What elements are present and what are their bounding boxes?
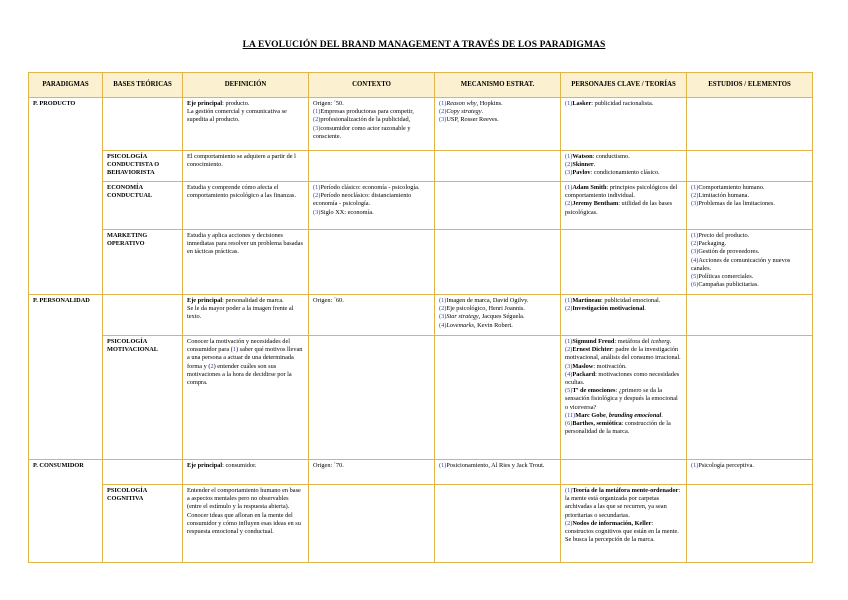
list-item: (1)Comportamiento humano.	[691, 184, 765, 191]
list-item: (5)Tª de emociones: ¿primero se da la sensación fisiológica y después la emocional o viceversa?	[565, 387, 678, 411]
studies-cell	[687, 98, 813, 151]
list-item: (3)USP, Rosser Reeves.	[439, 116, 499, 124]
characters-cell	[561, 151, 687, 182]
list-item: (1)Adam Smith: principios psicológicos del comportamiento individual.	[565, 184, 678, 200]
list-item: (2)Packaging.	[691, 240, 727, 248]
header-row	[29, 73, 813, 98]
list-item: (2)Período neoclásico: distanciamiento economía - psicología.	[313, 192, 412, 208]
mechanism-cell	[435, 460, 561, 485]
context-cell	[309, 336, 435, 460]
list-item: (1)Lasker: publicidad racionalista.	[565, 100, 654, 107]
context-cell	[309, 98, 435, 151]
def-text: : consumidor.	[222, 462, 257, 469]
list-item: (3)Pavlov: condicionamiento clásico.	[565, 169, 660, 177]
list-item: (1)Sigmund Freud: metáfora del iceberg.	[565, 338, 672, 345]
table-row	[29, 182, 813, 230]
mechanism-cell	[435, 485, 561, 563]
list-item: (6)Campañas publicitarias.	[691, 281, 759, 289]
list-item: (4)Packard: motivaciones como necesidades ocultas.	[565, 370, 680, 387]
list-item: (3)Problemas de las limitaciones.	[691, 200, 775, 208]
characters-cell	[561, 485, 687, 563]
list-item: (2)Ernest Dichter: padre de la investigación motivacional, análisis del consumo irracional.	[565, 346, 681, 362]
characters-cell	[561, 336, 687, 460]
base-cell	[103, 460, 183, 485]
list-item: (1)Período clásico: economía - psicología.	[313, 184, 420, 191]
table-row	[29, 98, 813, 151]
studies-cell	[687, 485, 813, 563]
table-row	[29, 485, 813, 563]
table-row	[29, 336, 813, 460]
list-item: (2)Jeremy Bentham: utilidad de las bases psicológicas.	[565, 200, 673, 216]
header-mecanismo: MECANISMO ESTRAT.	[435, 73, 561, 98]
characters-cell	[561, 182, 687, 230]
list-item: (1)Reason why, Hopkins.	[439, 100, 503, 107]
definition-cell	[183, 98, 309, 151]
header-definicion: DEFINICIÓN	[183, 73, 309, 98]
def-text: : producto.	[222, 100, 250, 107]
definition-cell: Estudia y comprende cómo afecta el comportamiento psicológico a las finanzas.	[183, 182, 309, 230]
list-item: (1)Teoría de la metáfora mente-ordenador: la mente está organizada por carpetas archivadas a las que se recurren, ya sean prioritarias o secundarias.	[565, 487, 681, 519]
context-cell	[309, 151, 435, 182]
definition-cell: Estudia y aplica acciones y decisiones inmediatas para resolver un problema basadas en tácticas prácticas.	[183, 230, 309, 295]
studies-cell	[687, 336, 813, 460]
definition-cell	[183, 295, 309, 336]
header-bases: BASES TEÓRICAS	[103, 73, 183, 98]
mechanism-cell	[435, 230, 561, 295]
list-item: (3)consumidor como actor razonable y consciente.	[313, 124, 411, 140]
mechanism-cell	[435, 182, 561, 230]
studies-cell	[687, 295, 813, 336]
def-para: Conocer ideas que afloran en la mente del consumidor y cómo influyen esas ideas en su respuesta emocional y conductual.	[187, 511, 301, 536]
header-paradigmas: PARADIGMAS	[29, 73, 103, 98]
def-label: Eje principal	[187, 297, 223, 304]
mechanism-cell	[435, 151, 561, 182]
list-item: (1)Martineau: publicidad emocional.	[565, 297, 661, 304]
page-title: LA EVOLUCIÓN DEL BRAND MANAGEMENT A TRAVÉS DE LOS PARADIGMAS	[242, 40, 606, 50]
characters-cell	[561, 230, 687, 295]
def-label: Eje principal	[187, 462, 223, 469]
context-cell	[309, 460, 435, 485]
def-text2: La gestión comercial y comunicativa se supedita al producto.	[187, 108, 287, 124]
list-item: (5)Políticas comerciales.	[691, 273, 754, 281]
header-contexto: CONTEXTO	[309, 73, 435, 98]
definition-cell	[183, 460, 309, 485]
base-cell: ECONOMÍA CONDUCTUAL	[103, 182, 183, 230]
list-item: (3)Siglo XX: economía.	[313, 208, 374, 216]
table-row	[29, 460, 813, 485]
list-item: (1)Psicología perceptiva.	[691, 462, 754, 469]
base-cell: MARKETING OPERATIVO	[103, 230, 183, 295]
list-item: (3)Star strategy, Jacques Séguela.	[439, 313, 525, 321]
mechanism-cell	[435, 336, 561, 460]
def-para: Entender el comportamiento humano en base a aspectos mentales pero no observables (entre el estímulo y la respuesta abierta).	[187, 487, 301, 511]
list-item: (1)Empresas productoras para competir,	[313, 108, 414, 116]
context-origin: Origen: ´70.	[313, 462, 344, 469]
header-personajes: PERSONAJES CLAVE / TEORÍAS	[561, 73, 687, 98]
paradigm-cell: P. CONSUMIDOR	[29, 460, 103, 563]
characters-cell	[561, 98, 687, 151]
definition-cell: El comportamiento se adquiere a partir de l conocimiento.	[183, 151, 309, 182]
list-item: (2)Limitación humana.	[691, 192, 750, 200]
studies-cell	[687, 230, 813, 295]
header-estudios: ESTUDIOS / ELEMENTOS	[687, 73, 813, 98]
def-text2: Se le da mayor poder a la imagen frente al texto.	[187, 305, 294, 321]
def-text: : personalidad de marca.	[222, 297, 284, 304]
base-cell	[103, 98, 183, 151]
context-cell	[309, 295, 435, 336]
paradigms-table	[28, 72, 813, 563]
base-cell: PSICOLOGÍA MOTIVACIONAL	[103, 336, 183, 460]
context-cell	[309, 230, 435, 295]
base-cell	[103, 295, 183, 336]
list-item: (1)Precio del producto.	[691, 232, 750, 239]
list-item: (2)Copy strategy.	[439, 108, 484, 116]
paradigm-cell: P. PRODUCTO	[29, 98, 103, 295]
list-item: (11)Marc Gobe, branding emocional.	[565, 411, 663, 419]
mechanism-cell	[435, 98, 561, 151]
list-item: (1)Posicionamiento, Al Ries y Jack Trout.	[439, 462, 545, 469]
context-origin: Origen: ´60.	[313, 297, 344, 304]
table-row	[29, 295, 813, 336]
list-item: (3)Gestión de proveedores.	[691, 248, 760, 256]
list-item: (2)Skinner.	[565, 161, 596, 169]
characters-cell	[561, 460, 687, 485]
list-item: (2)profesionalización de la publicidad,	[313, 116, 411, 124]
table-row	[29, 151, 813, 182]
table-row	[29, 230, 813, 295]
definition-cell: Conocer la motivación y necesidades del consumidor para (1) saber qué motivos llevan a una persona a actuar de una determinada forma y (2) entender cuáles son sus motivaciones a la hora de decidirse por la compra.	[183, 336, 309, 460]
base-cell: PSICOLOGÍA COGNITIVA	[103, 485, 183, 563]
list-item: (4)Lovemarks, Kevin Robert.	[439, 321, 513, 329]
context-cell	[309, 182, 435, 230]
list-item: (6)Barthes, semiótica: construcción de la personalidad de la marca.	[565, 420, 671, 436]
mechanism-cell	[435, 295, 561, 336]
characters-cell	[561, 295, 687, 336]
list-item: (2)Eje psicológico, Henri Joannis.	[439, 305, 525, 313]
list-item: (2)Investigación motivacional.	[565, 305, 646, 313]
list-item: (1)Watson: conductismo.	[565, 153, 630, 160]
list-item: (1)Imagen de marca, David Ogilvy.	[439, 297, 529, 304]
definition-cell	[183, 485, 309, 563]
list-item: (4)Acciones de comunicación y nuevos canales.	[691, 256, 791, 272]
list-item: (2)Nodos de información, Keller: constructos cognitivos que están en la mente. Se busca la percepción de la marca.	[565, 519, 679, 544]
studies-cell	[687, 460, 813, 485]
paradigm-cell: P. PERSONALIDAD	[29, 295, 103, 460]
base-cell: PSICOLOGÍA CONDUCTISTA O BEHAVIORISTA	[103, 151, 183, 182]
context-origin: Origen: ´50.	[313, 100, 344, 107]
def-label: Eje principal	[187, 100, 223, 107]
studies-cell	[687, 182, 813, 230]
list-item: (3)Maslow: motivación.	[565, 362, 627, 370]
studies-cell	[687, 151, 813, 182]
context-cell	[309, 485, 435, 563]
